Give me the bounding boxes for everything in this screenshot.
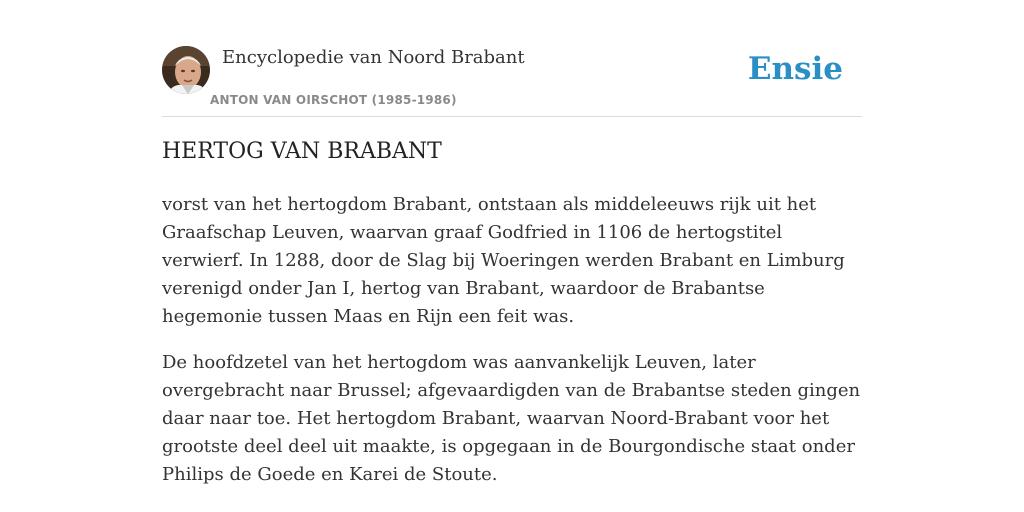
author-portrait-image bbox=[162, 46, 210, 94]
book-title[interactable]: Encyclopedie van Noord Brabant bbox=[222, 47, 525, 68]
header bbox=[162, 46, 862, 117]
article-paragraph: vorst van het hertogdom Brabant, ontstaan als middeleeuws rijk uit het Graafschap Leuven, waarvan graaf Godfried in 1106 de hertogstitel verwierf. In 1288, door de Slag bij Woeringen werden Brabant en Limburg verenigd onder Jan I, hertog van Brabant, waardoor de Brabantse hegemonie tussen Maas en Rijn een feit was. bbox=[162, 194, 845, 327]
ensie-logo[interactable]: Ensie bbox=[747, 51, 843, 87]
author-avatar[interactable] bbox=[162, 46, 210, 94]
article-body bbox=[162, 191, 862, 507]
author-name[interactable]: ANTON VAN OIRSCHOT (1985-1986) bbox=[210, 93, 457, 107]
article-title: HERTOG VAN BRABANT bbox=[162, 139, 442, 164]
article-paragraph: De hoofdzetel van het hertogdom was aanvankelijk Leuven, later overgebracht naar Brussel; afgevaardigden van de Brabantse steden gingen daar naar toe. Het hertogdom Brabant, waarvan Noord-Brabant voor het grootste deel deel uit maakte, is opgegaan in de Bourgondische staat onder Philips de Goede en Karei de Stoute. bbox=[162, 352, 861, 485]
